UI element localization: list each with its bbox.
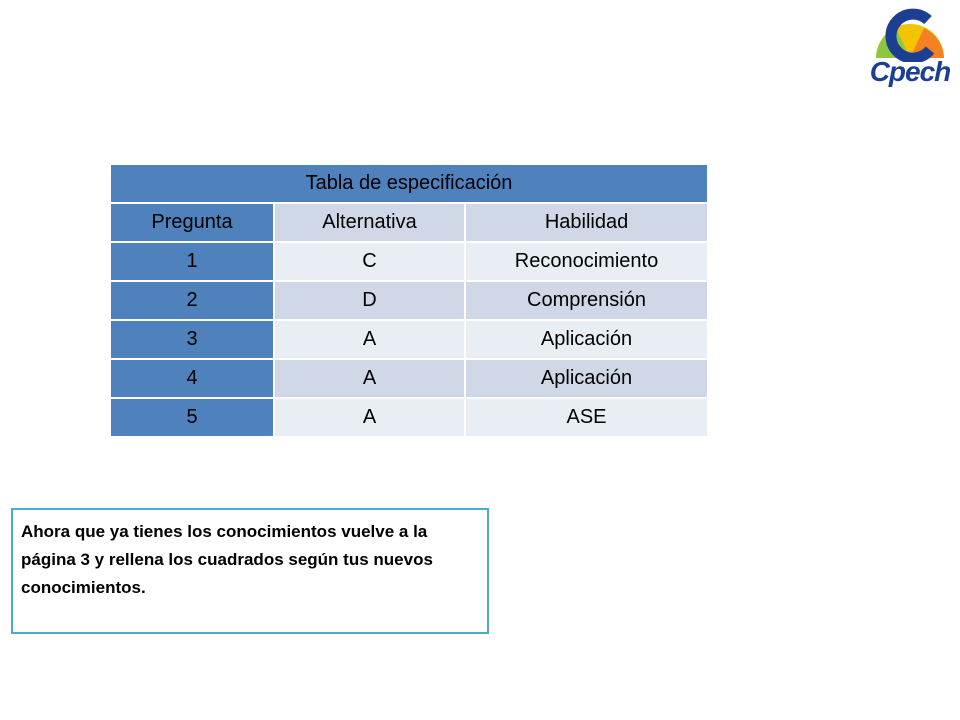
table-title: Tabla de especificación [110,164,708,203]
cell-alternativa: A [274,320,465,359]
cell-alternativa: D [274,281,465,320]
cell-habilidad: Comprensión [465,281,708,320]
cell-habilidad: Reconocimiento [465,242,708,281]
cell-pregunta: 4 [110,359,274,398]
header-pregunta: Pregunta [110,203,274,242]
logo-wordmark: Cpech [869,56,951,87]
cell-pregunta: 1 [110,242,274,281]
cpech-logo [866,6,954,90]
cell-pregunta: 2 [110,281,274,320]
cpech-logo-icon [866,6,954,62]
table-row [110,281,708,320]
table-row [110,242,708,281]
cell-habilidad: Aplicación [465,320,708,359]
table-row [110,359,708,398]
table-row [110,398,708,437]
header-habilidad: Habilidad [465,203,708,242]
specification-table [109,163,709,438]
table-row [110,320,708,359]
cell-alternativa: C [274,242,465,281]
instruction-note: Ahora que ya tienes los conocimientos vuelve a la página 3 y rellena los cuadrados según tus nuevos conocimientos. [11,508,489,634]
cell-alternativa: A [274,398,465,437]
cell-habilidad: Aplicación [465,359,708,398]
cell-alternativa: A [274,359,465,398]
cell-pregunta: 5 [110,398,274,437]
cell-habilidad: ASE [465,398,708,437]
cell-pregunta: 3 [110,320,274,359]
header-alternativa: Alternativa [274,203,465,242]
